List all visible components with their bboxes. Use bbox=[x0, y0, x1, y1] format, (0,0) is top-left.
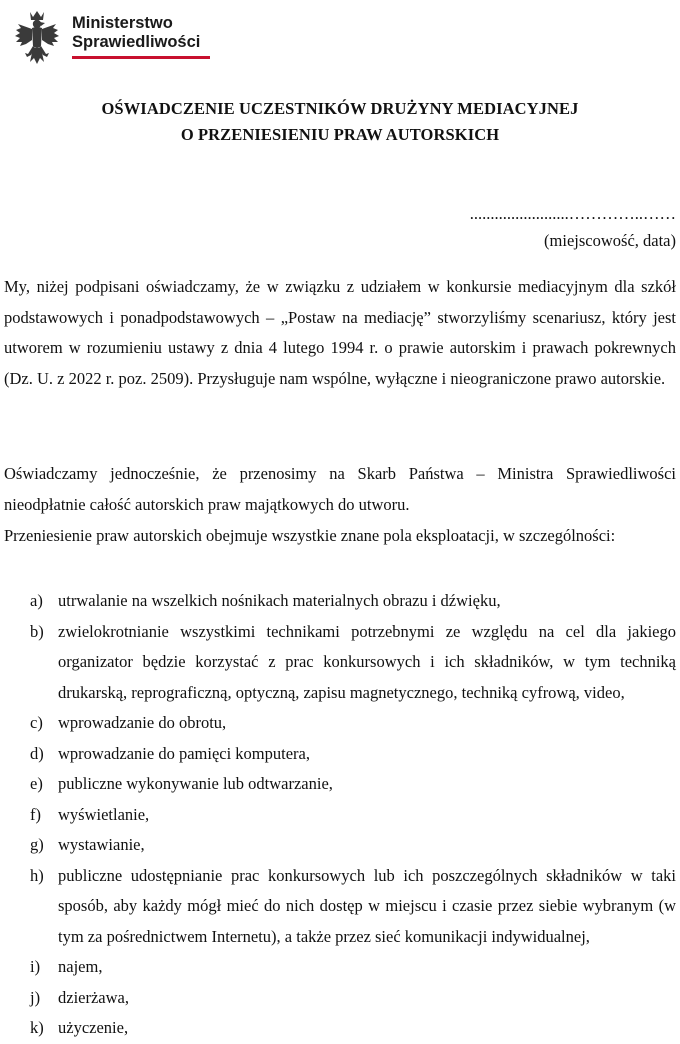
place-date-dots: ........................…………..…… bbox=[469, 204, 676, 223]
ministry-accent-bar bbox=[72, 56, 210, 59]
list-item-marker: b) bbox=[30, 621, 44, 641]
place-date-label: (miejscowość, data) bbox=[544, 231, 676, 250]
list-item bbox=[0, 708, 680, 739]
polish-eagle-icon bbox=[14, 8, 60, 68]
list-item bbox=[0, 586, 680, 617]
exploitation-fields-list bbox=[0, 586, 680, 1044]
list-item bbox=[0, 830, 680, 861]
list-item-text: najem, bbox=[58, 957, 103, 976]
list-item-marker: g) bbox=[30, 835, 44, 854]
list-item-marker: h) bbox=[30, 865, 44, 885]
list-item-marker: j) bbox=[30, 987, 41, 1007]
list-item-text: użyczenie, bbox=[58, 1018, 129, 1037]
list-item-marker: f) bbox=[30, 804, 41, 824]
list-item bbox=[0, 1013, 680, 1044]
list-item bbox=[0, 952, 680, 983]
list-item-text: wyświetlanie, bbox=[58, 804, 150, 824]
declaration-paragraph: My, niżej podpisani oświadczamy, że w związku z udziałem w konkursie mediacyjnym dla szkół podstawowych i ponadpodstawowych – „Postaw na mediację” stworzyliśmy scenariusz, który jest utworem w rozumieniu ustawy z dnia 4 lutego 1994 r. o prawie autorskim i prawach pokrewnych (Dz. U. z 2022 r. poz. 2509). Przysługuje nam wspólne, wyłączne i nieograniczone prawo autorskie. bbox=[4, 277, 676, 388]
list-item-text: wprowadzanie do obrotu, bbox=[58, 713, 227, 732]
ministry-name-line1: Ministerstwo bbox=[72, 14, 173, 32]
ministry-name bbox=[72, 14, 200, 52]
list-item-marker: e) bbox=[30, 774, 43, 793]
list-item-text: publiczne wykonywanie lub odtwarzanie, bbox=[58, 774, 333, 793]
place-date-field bbox=[470, 200, 676, 254]
list-item-marker: i) bbox=[30, 957, 41, 976]
list-item-text: zwielokrotnianie wszystkimi technikami potrzebnymi ze względu na cel dla jakiego organizator będzie korzystać z prac konkursowych i ich składników, w tym techniką drukarską, reprograficzną, optyczną, zapisu magnetycznego, techniką cyfrową, video, bbox=[58, 621, 676, 702]
list-item bbox=[0, 769, 680, 800]
transfer-paragraph: Oświadczamy jednocześnie, że przenosimy na Skarb Państwa – Ministra Sprawiedliwości nieodpłatnie całość autorskich praw majątkowych do utworu. bbox=[4, 464, 676, 514]
list-item-marker: c) bbox=[30, 713, 43, 732]
list-item-text: wprowadzanie do pamięci komputera, bbox=[58, 743, 310, 763]
list-item bbox=[0, 617, 680, 709]
list-item-marker: d) bbox=[30, 743, 44, 763]
document-title-line1: OŚWIADCZENIE UCZESTNIKÓW DRUŻYNY MEDIACYJNEJ bbox=[101, 99, 579, 118]
document-title bbox=[0, 96, 680, 148]
ministry-header bbox=[14, 8, 314, 70]
scope-paragraph: Przeniesienie praw autorskich obejmuje wszystkie znane pola eksploatacji, w szczególności: bbox=[4, 526, 616, 545]
list-item bbox=[0, 739, 680, 770]
list-item-text: publiczne udostępnianie prac konkursowych lub ich poszczególnych składników w taki sposób, aby każdy mógł mieć do nich dostęp w miejscu i czasie przez siebie wybranym (w tym za pośrednictwem Internetu), a także przez sieć komunikacji indywidualnej, bbox=[58, 865, 676, 946]
list-item-text: wystawianie, bbox=[58, 835, 145, 854]
list-item bbox=[0, 861, 680, 953]
list-item-marker: k) bbox=[30, 1018, 44, 1037]
ministry-name-line2: Sprawiedliwości bbox=[72, 33, 201, 51]
list-item-text: dzierżawa, bbox=[58, 987, 129, 1007]
list-item-marker: a) bbox=[30, 591, 43, 610]
list-item bbox=[0, 983, 680, 1014]
list-item-text: utrwalanie na wszelkich nośnikach materialnych obrazu i dźwięku, bbox=[58, 591, 501, 610]
document-title-line2: O PRZENIESIENIU PRAW AUTORSKICH bbox=[180, 125, 500, 144]
list-item bbox=[0, 800, 680, 831]
